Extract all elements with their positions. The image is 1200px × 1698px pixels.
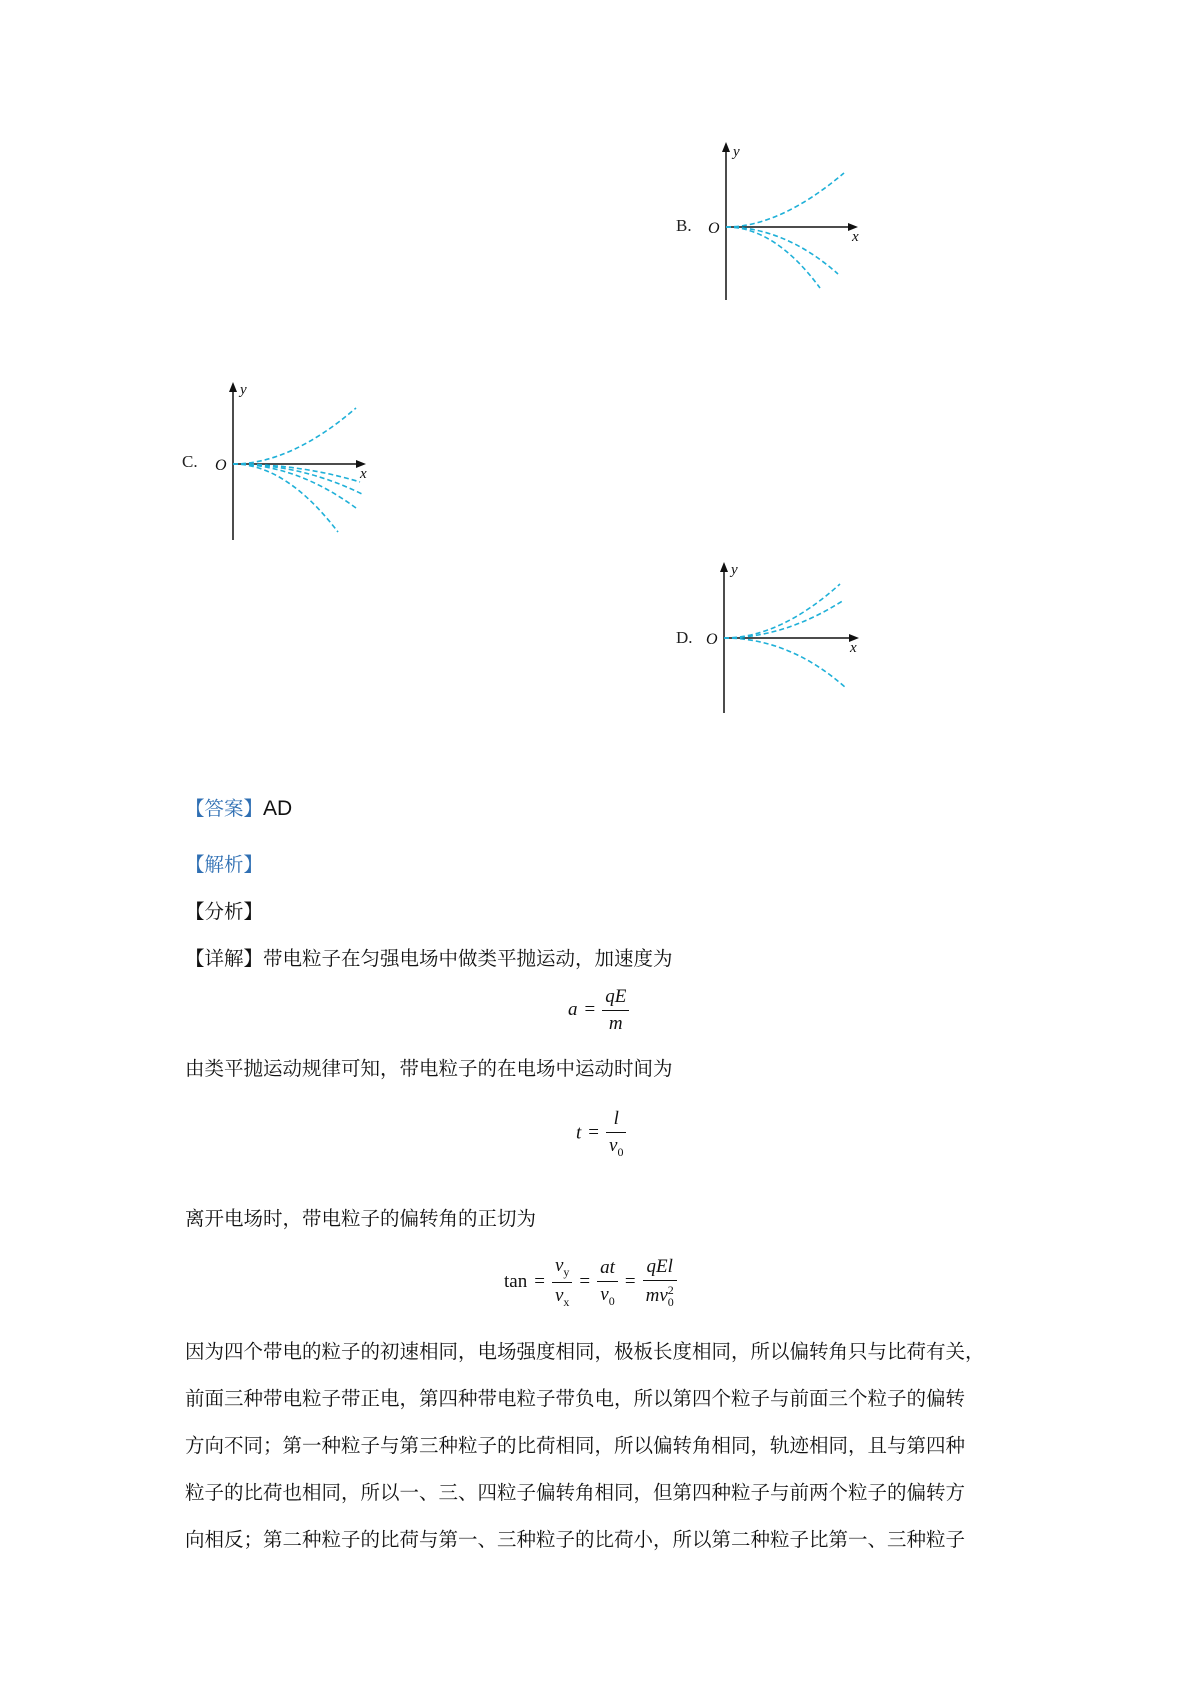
option-b-graph — [700, 140, 870, 309]
option-b-label: B. — [676, 216, 692, 235]
fenxi-heading: 【分析】 — [185, 900, 264, 923]
text-time: 由类平抛运动规律可知，带电粒子的在电场中运动时间为 — [185, 1057, 673, 1080]
trajectory-curve — [724, 638, 846, 688]
origin-label: O — [215, 457, 227, 474]
detail-intro — [185, 945, 673, 973]
option-d-label: D. — [676, 628, 693, 647]
paragraph-line-2: 前面三种带电粒子带正电，第四种带电粒子带负电，所以第四个粒子与前面三个粒子的偏转 — [185, 1387, 966, 1410]
x-axis-label: x — [852, 229, 859, 245]
answer-bracket-close: 】 — [243, 797, 264, 820]
trajectory-curve — [233, 464, 338, 532]
trajectory-curve — [726, 227, 820, 288]
x-axis-label: x — [850, 640, 857, 656]
formula-time: t = $\frac{l}{v_0}$ — [576, 1108, 626, 1160]
paragraph-line-3: 方向不同；第一种粒子与第三种粒子的比荷相同，所以偏转角相同，轨迹相同，且与第四种 — [185, 1434, 966, 1457]
trajectory-curve — [726, 173, 844, 227]
formula-acceleration: a = $\frac{qE}{m}$ — [568, 986, 629, 1035]
formula-tangent: tan = $\frac{v_y}{v_x}$ = $\frac{at}{v_0}$ = $\frac{\text{qEl}}{mv_0^2}$ — [504, 1255, 677, 1310]
x-axis-label: x — [360, 466, 367, 482]
answer-value: AD — [263, 797, 293, 820]
trajectory-curve — [726, 227, 838, 274]
option-c-label: C. — [182, 452, 198, 471]
detail-text: 带电粒子在匀强电场中做类平抛运动，加速度为 — [263, 947, 673, 970]
detail-bracket: 【详解】 — [185, 947, 264, 970]
y-axis-arrow — [229, 382, 237, 392]
y-axis-arrow — [720, 562, 728, 572]
paragraph-line-1: 因为四个带电的粒子的初速相同，电场强度相同，极板长度相同，所以偏转角只与比荷有关， — [185, 1340, 985, 1363]
origin-label: O — [706, 631, 718, 648]
y-axis-label: y — [731, 562, 738, 578]
option-c-graph — [206, 380, 376, 549]
paragraph-line-4: 粒子的比荷也相同，所以一、三、四粒子偏转角相同，但第四种粒子与前两个粒子的偏转方 — [185, 1481, 966, 1504]
option-d-graph — [700, 560, 870, 724]
paragraph-line-5: 向相反；第二种粒子的比荷与第一、三种粒子的比荷小，所以第二种粒子比第一、三种粒子 — [185, 1528, 966, 1551]
y-axis-label: y — [240, 382, 247, 398]
answer-heading: 答案 — [204, 797, 244, 820]
trajectory-curve — [233, 464, 356, 508]
trajectory-curve — [724, 600, 844, 638]
y-axis-label: y — [733, 144, 740, 160]
y-axis-arrow — [722, 142, 730, 152]
answer-bracket-open: 【 — [185, 797, 205, 820]
origin-label: O — [708, 220, 720, 237]
analysis-heading: 【解析】 — [185, 853, 264, 876]
answer-line — [185, 795, 292, 823]
trajectory-curve — [233, 408, 356, 464]
text-tangent: 离开电场时，带电粒子的偏转角的正切为 — [185, 1207, 537, 1230]
